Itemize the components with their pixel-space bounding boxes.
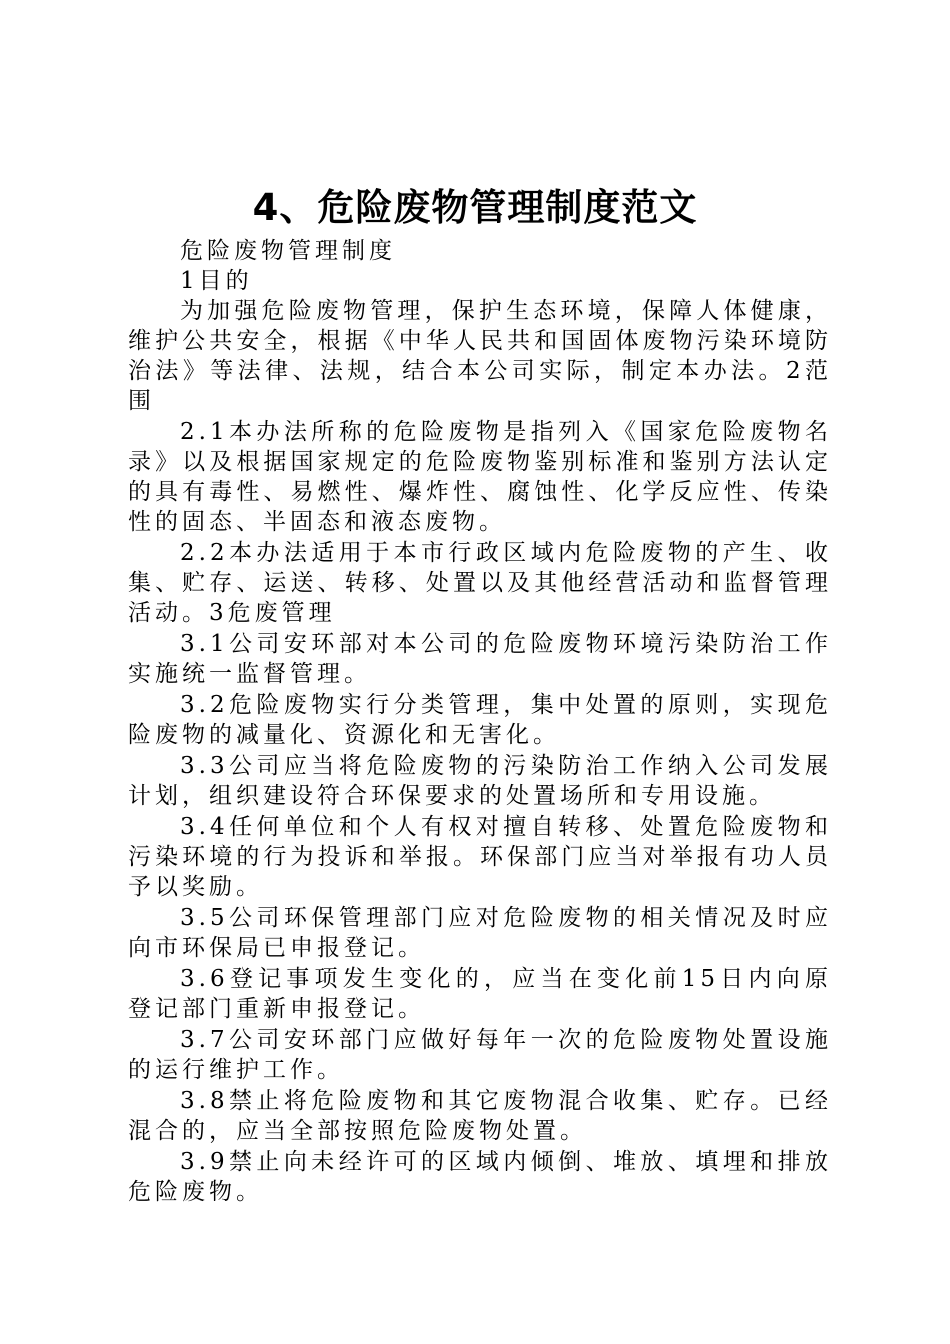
paragraph-3-1: 3.1公司安环部对本公司的危险废物环境污染防治工作实施统一监督管理。 — [128, 631, 832, 687]
paragraph-3-4: 3.4任何单位和个人有权对擅自转移、处置危险废物和污染环境的行为投诉和举报。环保部门应当对举报有功人员予以奖励。 — [128, 814, 832, 900]
paragraph-2-1: 2.1本办法所称的危险废物是指列入《国家危险废物名录》以及根据国家规定的危险废物鉴别标准和鉴别方法认定的具有毒性、易燃性、爆炸性、腐蚀性、化学反应性、传染性的固态、半固态和液态废物。 — [128, 419, 832, 535]
paragraph-3-2: 3.2危险废物实行分类管理，集中处置的原则，实现危险废物的减量化、资源化和无害化。 — [128, 692, 832, 748]
paragraph-3-8: 3.8禁止将危险废物和其它废物混合收集、贮存。已经混合的，应当全部按照危险废物处置。 — [128, 1088, 832, 1144]
paragraph-subtitle: 危险废物管理制度 — [180, 238, 396, 264]
document-title: 4、危险废物管理制度范文 — [252, 186, 698, 229]
paragraph-3-3: 3.3公司应当将危险废物的污染防治工作纳入公司发展计划，组织建设符合环保要求的处置场所和专用设施。 — [128, 753, 832, 809]
paragraph-2-2: 2.2本办法适用于本市行政区域内危险废物的产生、收集、贮存、运送、转移、处置以及其他经营活动和监督管理活动。3危废管理 — [128, 540, 832, 626]
paragraph-3-6: 3.6登记事项发生变化的，应当在变化前15日内向原登记部门重新申报登记。 — [128, 966, 832, 1022]
paragraph-3-7: 3.7公司安环部门应做好每年一次的危险废物处置设施的运行维护工作。 — [128, 1027, 832, 1083]
paragraph-3-5: 3.5公司环保管理部门应对危险废物的相关情况及时应向市环保局已申报登记。 — [128, 905, 832, 961]
paragraph-section-1: 1目的 — [180, 268, 253, 294]
document-body — [128, 236, 832, 1207]
paragraph-1: 为加强危险废物管理，保护生态环境，保障人体健康，维护公共安全，根据《中华人民共和国固体废物污染环境防治法》等法律、法规，结合本公司实际，制定本办法。2范围 — [128, 298, 832, 414]
paragraph-3-9: 3.9禁止向未经许可的区域内倾倒、堆放、填埋和排放危险废物。 — [128, 1149, 832, 1205]
